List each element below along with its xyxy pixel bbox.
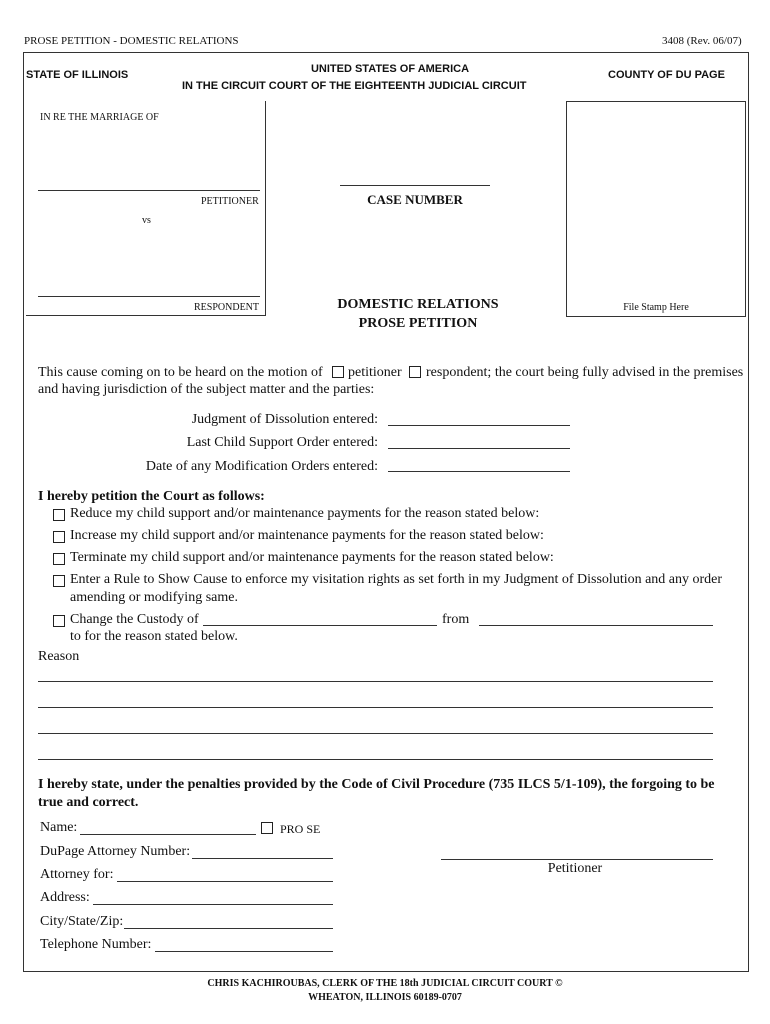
- attorney-number-label: DuPage Attorney Number:: [40, 844, 191, 859]
- motion-respondent: respondent; the court being fully advised in the premises: [426, 365, 744, 380]
- form-number: 3408 (Rev. 06/07): [662, 35, 742, 47]
- reason-line-1[interactable]: [38, 681, 713, 682]
- reason-line-3[interactable]: [38, 733, 713, 734]
- petitioner-label: PETITIONER: [201, 196, 259, 207]
- increase-checkbox[interactable]: [53, 531, 65, 543]
- attorney-for-label: Attorney for:: [40, 867, 114, 882]
- country-label: UNITED STATES OF AMERICA: [310, 63, 470, 75]
- name-field[interactable]: [80, 819, 256, 835]
- parties-box: [26, 101, 266, 316]
- file-stamp-box: [566, 101, 746, 317]
- reason-label: Reason: [38, 649, 80, 664]
- respondent-checkbox[interactable]: [409, 366, 421, 378]
- form-title: PROSE PETITION - DOMESTIC RELATIONS: [24, 35, 239, 47]
- case-number-line[interactable]: [340, 185, 490, 186]
- respondent-line[interactable]: [38, 296, 260, 297]
- reason-line-4[interactable]: [38, 759, 713, 760]
- terminate-checkbox[interactable]: [53, 553, 65, 565]
- petition-heading: I hereby petition the Court as follows:: [38, 489, 265, 504]
- declaration-line1: I hereby state, under the penalties provided by the Code of Civil Procedure (735 ILCS 5/1-109), the forgoing to be: [38, 777, 715, 792]
- reduce-checkbox[interactable]: [53, 509, 65, 521]
- petitioner-signature-line[interactable]: [441, 859, 713, 860]
- judgment-label: Judgment of Dissolution entered:: [191, 412, 378, 427]
- city-field[interactable]: [124, 913, 333, 929]
- option-terminate: Terminate my child support and/or maintenance payments for the reason stated below:: [70, 550, 554, 565]
- pro-se-label: PRO SE: [280, 822, 321, 836]
- telephone-field[interactable]: [155, 936, 333, 952]
- county-label: COUNTY OF DU PAGE: [608, 69, 725, 81]
- petitioner-checkbox[interactable]: [332, 366, 344, 378]
- state-label: STATE OF ILLINOIS: [26, 69, 129, 81]
- court-label: IN THE CIRCUIT COURT OF THE EIGHTEENTH JUDICIAL CIRCUIT: [182, 80, 527, 92]
- reason-line-2[interactable]: [38, 707, 713, 708]
- motion-prefix: This cause coming on to be heard on the motion of: [38, 365, 323, 380]
- telephone-label: Telephone Number:: [40, 937, 152, 952]
- case-number-label: CASE NUMBER: [367, 192, 463, 207]
- footer-line2: WHEATON, ILLINOIS 60189-0707: [308, 992, 462, 1003]
- doc-title-line2: PROSE PETITION: [358, 316, 478, 331]
- custody-child-field[interactable]: [203, 610, 437, 626]
- judgment-date-field[interactable]: [388, 410, 570, 426]
- custody-line2: to for the reason stated below.: [70, 629, 238, 644]
- option-custody: Change the Custody of: [70, 612, 199, 627]
- modification-date-field[interactable]: [388, 456, 570, 472]
- declaration-line2: true and correct.: [38, 795, 139, 810]
- option-rule-line2: amending or modifying same.: [70, 590, 238, 605]
- doc-title-line1: DOMESTIC RELATIONS: [337, 297, 499, 312]
- city-label: City/State/Zip:: [40, 914, 124, 929]
- pro-se-checkbox[interactable]: [261, 822, 273, 834]
- footer-line1: CHRIS KACHIROUBAS, CLERK OF THE 18th JUDICIAL CIRCUIT COURT ©: [207, 978, 563, 989]
- name-label: Name:: [40, 820, 78, 835]
- custody-from-label: from: [442, 612, 470, 627]
- custody-from-field[interactable]: [479, 610, 713, 626]
- address-label: Address:: [40, 890, 90, 905]
- attorney-number-field[interactable]: [192, 843, 333, 859]
- file-stamp-label: File Stamp Here: [623, 302, 689, 313]
- modification-label: Date of any Modification Orders entered:: [145, 459, 378, 474]
- petitioner-signature-label: Petitioner: [547, 861, 603, 876]
- motion-petitioner: petitioner: [348, 365, 402, 380]
- attorney-for-field[interactable]: [117, 866, 333, 882]
- child-support-label: Last Child Support Order entered:: [186, 435, 378, 450]
- child-support-date-field[interactable]: [388, 433, 570, 449]
- in-re-label: IN RE THE MARRIAGE OF: [40, 112, 159, 123]
- address-field[interactable]: [93, 889, 333, 905]
- custody-checkbox[interactable]: [53, 615, 65, 627]
- petitioner-line[interactable]: [38, 190, 260, 191]
- respondent-label: RESPONDENT: [194, 302, 260, 313]
- rule-checkbox[interactable]: [53, 575, 65, 587]
- option-increase: Increase my child support and/or maintenance payments for the reason stated below:: [70, 528, 544, 543]
- vs-label: vs: [142, 215, 151, 226]
- motion-line2: and having jurisdiction of the subject matter and the parties:: [38, 382, 375, 397]
- option-reduce: Reduce my child support and/or maintenance payments for the reason stated below:: [70, 506, 540, 521]
- option-rule-line1: Enter a Rule to Show Cause to enforce my visitation rights as set forth in my Judgment of Dissolution and any order: [70, 572, 723, 587]
